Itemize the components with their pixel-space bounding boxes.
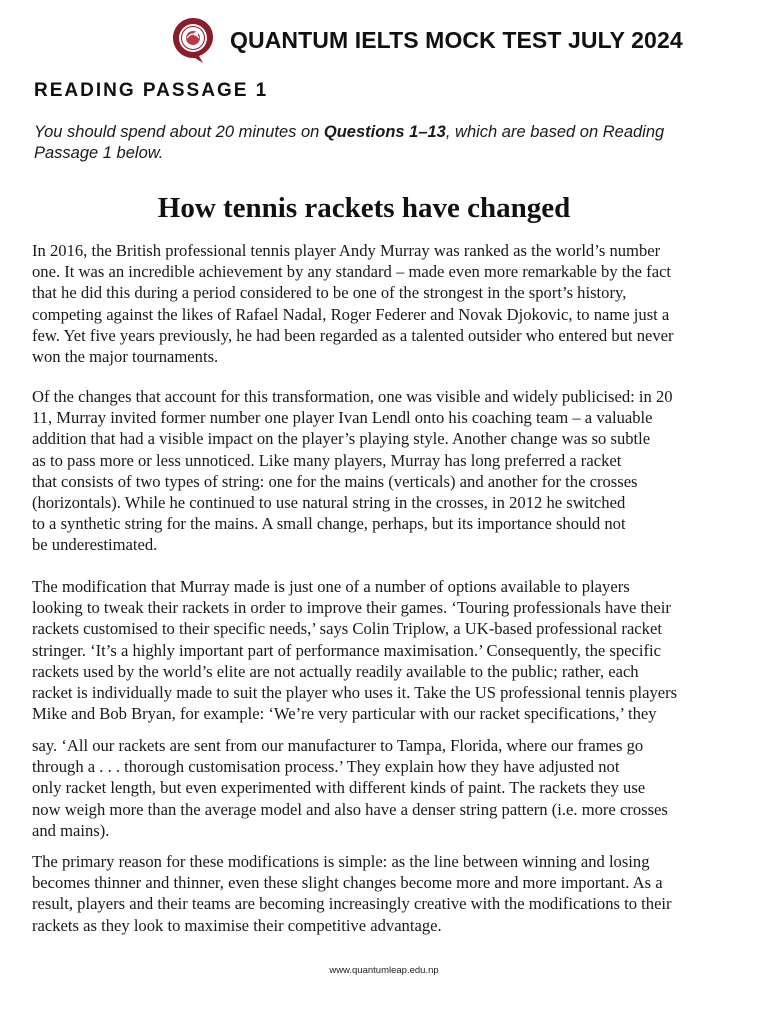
paragraph-line: competing against the likes of Rafael Nadal, Roger Federer and Novak Djokovic, to name just a <box>32 304 670 324</box>
paragraph-line: rackets customised to their specific needs,’ says Colin Triplow, a UK-based professional racket <box>32 619 662 639</box>
passage-title: How tennis rackets have changed <box>157 192 571 224</box>
paragraph-line: 11, Murray invited former number one player Ivan Lendl onto his coaching team – a valuable <box>32 408 653 428</box>
paragraph-line: result, players and their teams are becoming increasingly creative with the modifications to their <box>32 894 672 914</box>
paragraph-line: now weigh more than the average model and also have a denser string pattern (i.e. more crosses <box>32 799 668 819</box>
test-title: QUANTUM IELTS MOCK TEST JULY 2024 <box>230 26 683 53</box>
passage-paragraph-4 <box>32 851 702 936</box>
section-heading: READING PASSAGE 1 <box>34 80 269 101</box>
paragraph-line: Mike and Bob Bryan, for example: ‘We’re very particular with our racket specifications,’ they <box>32 704 657 724</box>
reading-instructions <box>34 122 724 164</box>
paragraph-line: (horizontals). While he continued to use natural string in the crosses, in 2012 he switched <box>32 493 626 513</box>
page-header <box>168 12 683 68</box>
paragraph-line: becomes thinner and thinner, even these slight changes become more and more important. As a <box>32 873 663 893</box>
paragraph-line: Of the changes that account for this transformation, one was visible and widely publicised: in 20 <box>32 387 673 406</box>
paragraph-line: won the major tournaments. <box>32 347 219 367</box>
paragraph-line: stringer. ‘It’s a highly important part of performance maximisation.’ Consequently, the specific <box>32 640 662 660</box>
paragraph-line: rackets used by the world’s elite are not actually readily available to the public; rather, each <box>32 661 639 681</box>
paragraph-line: few. Yet five years previously, he had been regarded as a talented outsider who entered but never <box>32 325 674 345</box>
paragraph-line: to a synthetic string for the mains. A small change, perhaps, but its importance should not <box>32 514 626 534</box>
paragraph-line: The primary reason for these modifications is simple: as the line between winning and losing <box>32 852 650 871</box>
paragraph-line: rackets as they look to maximise their competitive advantage. <box>32 915 442 935</box>
paragraph-line: The modification that Murray made is just one of a number of options available to players <box>32 577 630 596</box>
passage-paragraph-3 <box>32 576 702 724</box>
passage-paragraph-2 <box>32 386 702 556</box>
paragraph-line: racket is individually made to suit the player who uses it. Take the US professional tennis players <box>32 683 678 703</box>
passage-paragraph-3-continued <box>32 735 702 841</box>
instructions-text: You should spend about 20 minutes on <box>34 123 324 141</box>
quantum-logo-icon <box>168 15 218 65</box>
paragraph-line: that consists of two types of string: one for the mains (verticals) and another for the crosses <box>32 471 638 491</box>
paragraph-line: one. It was an incredible achievement by any standard – made even more remarkable by the fact <box>32 262 672 282</box>
paragraph-line: through a . . . thorough customisation process.’ They explain how they have adjusted not <box>32 757 620 777</box>
paragraph-line: looking to tweak their rackets in order to improve their games. ‘Touring professionals have their <box>32 598 671 618</box>
footer-website-url: www.quantumleap.edu.np <box>329 965 439 976</box>
passage-paragraph-1 <box>32 240 702 367</box>
instructions-text-line2: Passage 1 below. <box>34 144 164 162</box>
paragraph-line: In 2016, the British professional tennis player Andy Murray was ranked as the world’s number <box>32 241 661 260</box>
paragraph-line: and mains). <box>32 820 110 840</box>
paragraph-line: as to pass more or less unnoticed. Like many players, Murray has long preferred a racket <box>32 450 622 470</box>
paragraph-line: only racket length, but even experimented with different kinds of paint. The rackets they use <box>32 778 646 798</box>
instructions-text-continued: , which are based on Reading <box>445 123 665 141</box>
paragraph-line: addition that had a visible impact on the player’s playing style. Another change was so subtle <box>32 429 651 449</box>
paragraph-line: be underestimated. <box>32 535 158 555</box>
paragraph-line: that he did this during a period considered to be one of the strongest in the sport’s history, <box>32 283 627 303</box>
instructions-questions-range: Questions 1–13 <box>323 123 446 141</box>
paragraph-line: say. ‘All our rackets are sent from our manufacturer to Tampa, Florida, where our frames go <box>32 736 644 755</box>
